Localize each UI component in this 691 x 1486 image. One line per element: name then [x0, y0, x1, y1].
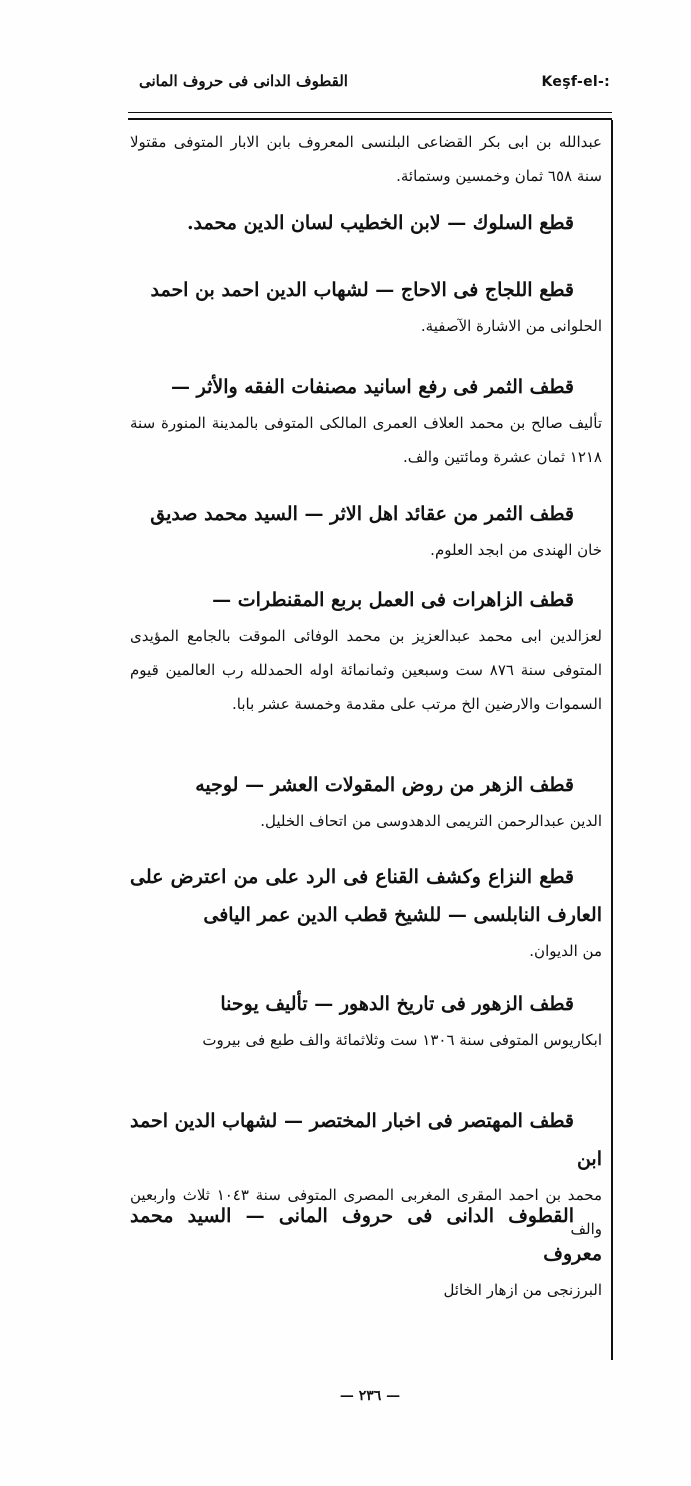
header-rule-thick — [128, 118, 612, 120]
entry-list — [130, 125, 603, 1299]
entry-title: قطع اللجاج فى الاحاج — لشهاب الدين احمد بن احمد — [150, 279, 574, 301]
page-number: — ٢٣٦ — — [339, 1388, 401, 1404]
entry-body: الحلوانى من الاشارة الآصفية. — [420, 317, 602, 335]
entry-title: قطع النزاع وكشف القناع فى الرد على من اعترض على العارف النابلسى — للشيخ قطب الدين عمر اليافى — [130, 866, 602, 926]
margin-vertical-rule — [611, 120, 613, 1360]
entry-title: القطوف الدانى فى حروف المانى — السيد محمد معروف — [130, 1205, 602, 1265]
entry-11 — [130, 1197, 602, 1299]
header-rule-thin — [128, 112, 612, 113]
entry-body: البرزنجى من ازهار الخائل — [443, 1281, 602, 1299]
entry-8 — [130, 858, 602, 985]
entry-3 — [130, 271, 602, 368]
entry-5 — [130, 495, 602, 581]
entry-body: عبدالله بن ابى بكر القضاعى البلنسى المعروف بابن الابار المتوفى مقتولا سنة ٦٥٨ ثمان وخمسين وستمائة. — [130, 133, 602, 185]
entry-4 — [130, 368, 602, 495]
entry-title: قطف الزاهرات فى العمل بربع المقنطرات — — [212, 589, 574, 611]
header-right-text: Keşf-el-: — [541, 74, 610, 90]
entry-body: محمد بن احمد المقرى المغربى المصرى المتوفى سنة ١٠٤٣ ثلاث واربعين والف — [130, 1186, 603, 1238]
entry-body: من الديوان. — [529, 942, 602, 960]
entry-body: الدين عبدالرحمن التريمى الدهدوسى من اتحاف الخليل. — [260, 812, 602, 830]
entry-title: قطع السلوك — لابن الخطيب لسان الدين محمد. — [186, 212, 574, 234]
entry-7 — [130, 766, 602, 858]
entry-body: خان الهندى من ابجد العلوم. — [430, 541, 602, 559]
entry-body: تأليف صالح بن محمد العلاف العمرى المالكى المتوفى بالمدينة المنورة سنة ١٢١٨ ثمان عشرة ومائتين والف. — [130, 414, 602, 466]
header-title: القطوف الدانى فى حروف المانى — [139, 72, 348, 90]
entry-6 — [130, 581, 602, 766]
entry-body: ابكاريوس المتوفى سنة ١٣٠٦ ست وثلاثمائة والف طبع فى بيروت — [202, 1031, 602, 1049]
entry-2 — [130, 204, 602, 271]
entry-title: قطف الثمر فى رفع اسانيد مصنفات الفقه والأثر — — [170, 376, 574, 398]
entry-title: قطف الزهر من روض المقولات العشر — لوجيه — [195, 774, 574, 796]
entry-title: قطف الثمر من عقائد اهل الاثر — السيد محمد صديق — [150, 503, 574, 525]
entry-body: لعزالدين ابى محمد عبدالعزيز بن محمد الوفائى الموقت بالجامع المؤيدى المتوفى سنة ٨٧٦ ست وسبعين وثمانمائة اوله الحمدلله رب العالمين قيوم السموات والارضين الخ مرتب على مقدمة وخمسة عشر بابا. — [130, 627, 602, 713]
running-header — [135, 70, 610, 100]
entry-1 — [130, 125, 602, 204]
entry-title: قطف الزهور فى تاريخ الدهور — تأليف يوحنا — [220, 993, 574, 1015]
entry-title: قطف المهتصر فى اخبار المختصر — لشهاب الدين احمد ابن — [130, 1110, 602, 1170]
entry-9 — [130, 985, 602, 1102]
